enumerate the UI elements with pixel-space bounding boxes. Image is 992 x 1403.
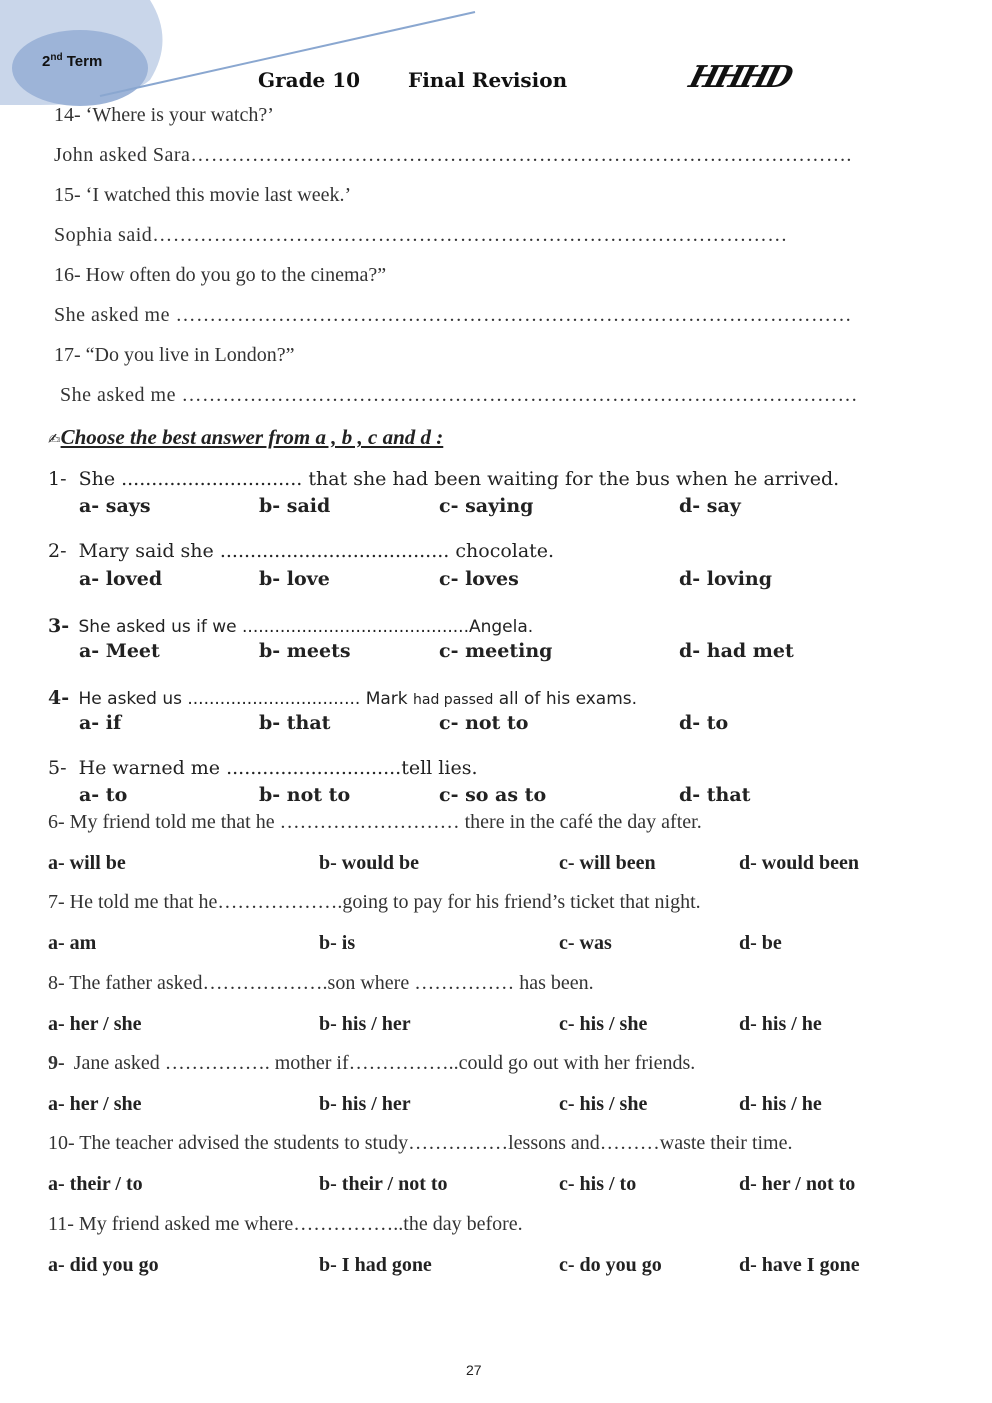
- mc-question-11: 11- My friend asked me where……………..the day before.: [48, 1213, 523, 1235]
- question-number: 9-: [48, 1052, 65, 1074]
- option-d[interactable]: d- her / not to: [739, 1173, 856, 1195]
- question-text: Jane asked ……………. mother if……………..could go out with her friends.: [73, 1052, 696, 1074]
- option-b[interactable]: b- their / not to: [319, 1173, 448, 1195]
- option-c[interactable]: c- meeting: [439, 640, 553, 662]
- option-b[interactable]: b- meets: [259, 640, 351, 662]
- option-b[interactable]: b- that: [259, 712, 331, 734]
- option-a[interactable]: a- loved: [79, 568, 163, 590]
- answer-line-15: Sophia said…………………………………………………………………………………: [54, 224, 788, 246]
- question-text-a: He asked us ................................ Mark: [78, 689, 414, 709]
- option-d[interactable]: d- say: [679, 495, 741, 517]
- option-c[interactable]: c- do you go: [559, 1254, 662, 1276]
- option-d[interactable]: d- had met: [679, 640, 794, 662]
- option-a[interactable]: a- her / she: [48, 1093, 142, 1115]
- signature-logo: HHHD: [685, 60, 794, 95]
- question-number: 4-: [48, 687, 70, 709]
- option-d[interactable]: d- be: [739, 932, 782, 954]
- option-d[interactable]: d- loving: [679, 568, 773, 590]
- mc-question-7: 7- He told me that he……………….going to pay for his friend’s ticket that night.: [48, 891, 701, 913]
- option-a[interactable]: a- says: [79, 495, 151, 517]
- option-c[interactable]: c- so as to: [439, 784, 547, 806]
- answer-line-14: John asked Sara…………………………………………………………………………………….: [54, 144, 852, 166]
- option-d[interactable]: d- his / he: [739, 1013, 822, 1035]
- mc-question-2: [48, 540, 554, 562]
- page-number: 27: [466, 1362, 482, 1378]
- question-number: 3-: [48, 615, 70, 637]
- question-text: He warned me .............................tell lies.: [78, 757, 478, 779]
- option-a[interactable]: a- will be: [48, 852, 126, 874]
- option-d[interactable]: d- his / he: [739, 1093, 822, 1115]
- option-d[interactable]: d- that: [679, 784, 751, 806]
- option-c[interactable]: c- loves: [439, 568, 519, 590]
- mc-question-4: [48, 687, 637, 709]
- option-a[interactable]: a- their / to: [48, 1173, 143, 1195]
- question-number: 1-: [48, 468, 67, 490]
- section-heading-text: Choose the best answer from a , b , c and d :: [60, 425, 444, 449]
- question-16: 16- How often do you go to the cinema?”: [54, 264, 387, 286]
- term-badge: [42, 52, 102, 70]
- option-c[interactable]: c- his / to: [559, 1173, 637, 1195]
- term-word: Term: [66, 53, 103, 70]
- option-b[interactable]: b- would be: [319, 852, 420, 874]
- option-b[interactable]: b- is: [319, 932, 356, 954]
- option-d[interactable]: d- have I gone: [739, 1254, 860, 1276]
- option-d[interactable]: d- to: [679, 712, 729, 734]
- answer-line-17: She asked me ………………………………………………………………………………………: [60, 384, 858, 406]
- option-a[interactable]: a- her / she: [48, 1013, 142, 1035]
- question-text: Mary said she ...................................... chocolate.: [78, 540, 555, 562]
- term-number: 2: [42, 53, 51, 70]
- option-c[interactable]: c- saying: [439, 495, 534, 517]
- option-c[interactable]: c- not to: [439, 712, 529, 734]
- term-sup: nd: [50, 52, 63, 63]
- pencil-icon: ✍: [48, 430, 61, 448]
- answer-line-16: She asked me ………………………………………………………………………………………: [54, 304, 852, 326]
- section-heading: [48, 425, 443, 450]
- option-b[interactable]: b- said: [259, 495, 331, 517]
- mc-question-8: 8- The father asked……………….son where …………… has been.: [48, 972, 594, 994]
- option-b[interactable]: b- love: [259, 568, 330, 590]
- grade-label: Grade 10: [258, 68, 361, 92]
- question-17: 17- “Do you live in London?”: [54, 344, 295, 366]
- mc-question-6: 6- My friend told me that he ……………………… there in the café the day after.: [48, 811, 702, 833]
- option-a[interactable]: a- if: [79, 712, 122, 734]
- option-b[interactable]: b- I had gone: [319, 1254, 432, 1276]
- option-c[interactable]: c- his / she: [559, 1093, 648, 1115]
- question-number: 5-: [48, 757, 67, 779]
- question-text-b: all of his exams.: [493, 689, 638, 709]
- question-text: She .............................. that she had been waiting for the bus when he arrived.: [78, 468, 840, 490]
- option-c[interactable]: c- was: [559, 932, 612, 954]
- option-d[interactable]: d- would been: [739, 852, 860, 874]
- question-text: She asked us if we ..........................................Angela.: [78, 617, 534, 637]
- question-text-small: had passed: [413, 692, 494, 708]
- option-a[interactable]: a- to: [79, 784, 128, 806]
- question-14: 14- ‘Where is your watch?’: [54, 104, 274, 126]
- option-c[interactable]: c- will been: [559, 852, 656, 874]
- mc-question-5: [48, 757, 477, 779]
- mc-question-3: [48, 615, 533, 637]
- option-c[interactable]: c- his / she: [559, 1013, 648, 1035]
- option-b[interactable]: b- his / her: [319, 1093, 411, 1115]
- page-title: Final Revision: [408, 68, 568, 92]
- option-b[interactable]: b- not to: [259, 784, 351, 806]
- question-number: 2-: [48, 540, 67, 562]
- option-a[interactable]: a- did you go: [48, 1254, 159, 1276]
- option-b[interactable]: b- his / her: [319, 1013, 411, 1035]
- question-15: 15- ‘I watched this movie last week.’: [54, 184, 352, 206]
- mc-question-10: 10- The teacher advised the students to study……………lessons and………waste their time.: [48, 1132, 793, 1154]
- mc-question-9: [48, 1052, 695, 1075]
- option-a[interactable]: a- am: [48, 932, 97, 954]
- option-a[interactable]: a- Meet: [79, 640, 160, 662]
- mc-question-1: [48, 468, 839, 490]
